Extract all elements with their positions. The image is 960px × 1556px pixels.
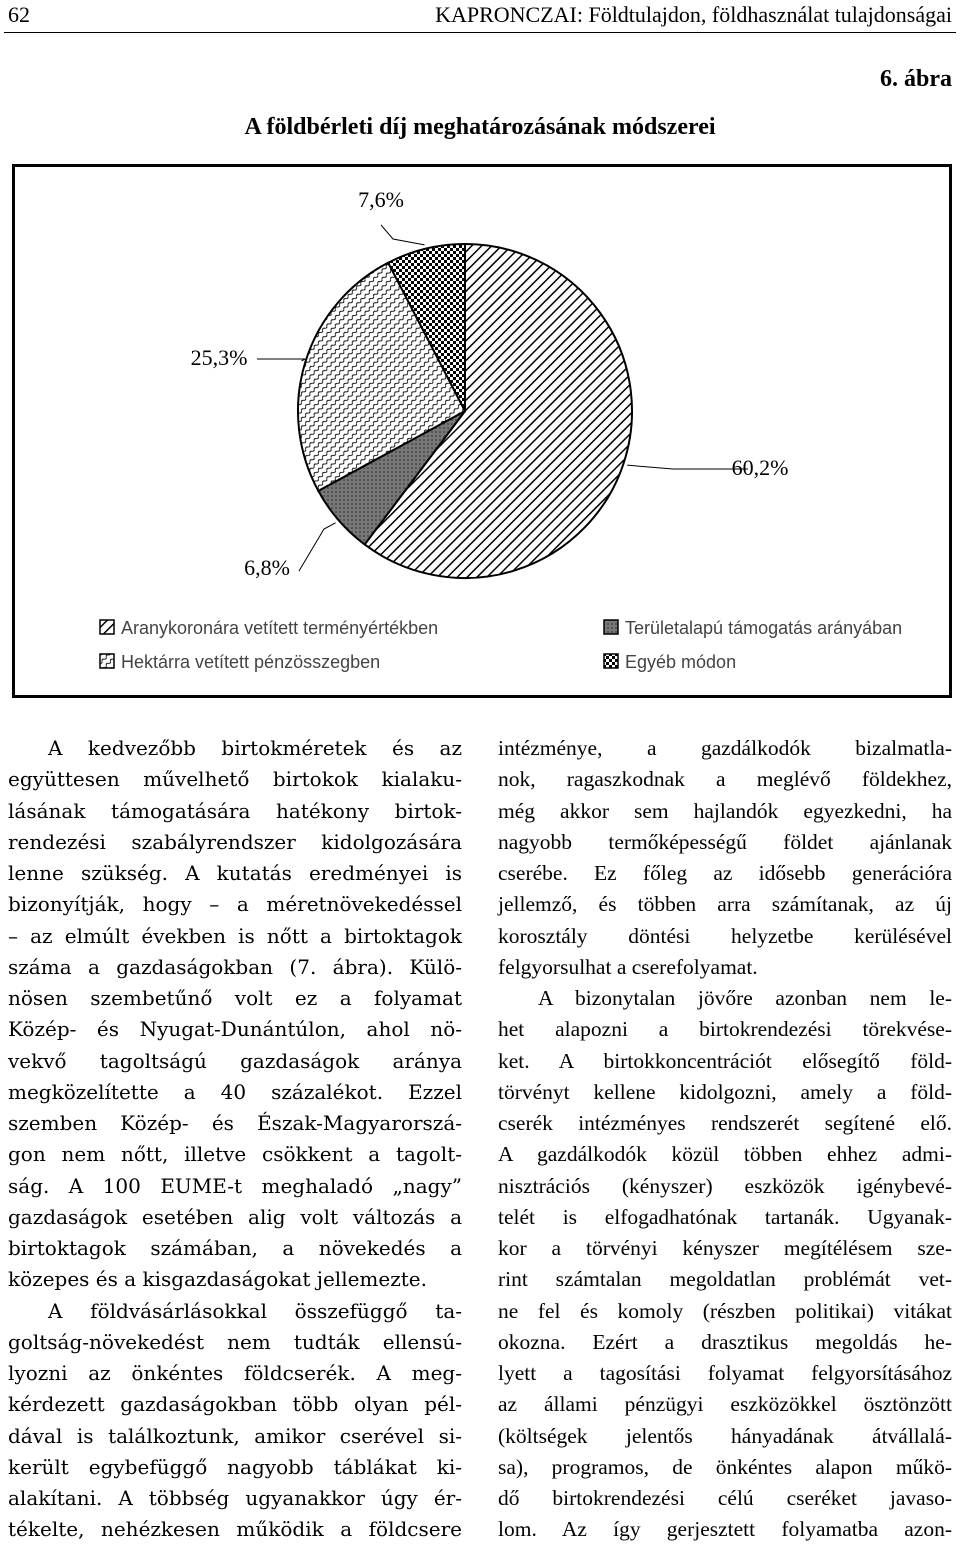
figure-title: A földbérleti díj meghatározásának módszerei [244, 114, 716, 140]
text-line: het alapozni a birtokrendezési törekvése- [498, 1017, 952, 1042]
text-line: korosztály döntési helyzetbe kerülésével [498, 923, 952, 948]
text-line: cserék intézményes rendszerét segítené elő. [498, 1111, 952, 1135]
slice-leader-line [627, 465, 748, 469]
text-line: került egybefüggő nagyobb táblákat ki- [8, 1454, 462, 1479]
text-line: száma a gazdaságokban (7. ábra). Külö- [8, 954, 462, 979]
legend-label: Hektárra vetített pénzösszegben [121, 652, 381, 672]
text-line: lenne szükség. A kutatás eredményei is [8, 861, 462, 885]
text-line: bizonyítják, hogy – a méretnövekedéssel [8, 892, 462, 917]
text-line: gazdaságok esetében alig volt változás a [8, 1204, 462, 1229]
text-line: A gazdálkodók közül többen ehhez admi- [498, 1142, 952, 1167]
legend-swatch [100, 654, 114, 668]
text-line: dő birtokrendezési célú cseréket javaso- [498, 1486, 952, 1510]
text-line: együttesen művelhető birtokok kialaku- [8, 767, 462, 792]
text-line: birtoktagok számában, a növekedés a [8, 1236, 462, 1260]
text-line: rint számtalan megoldatlan problémát vet- [498, 1267, 952, 1292]
text-line: törvényt kellene kidolgozni, amely a föld- [498, 1079, 952, 1104]
text-line: nisztrációs (kényszer) eszközök igénybevé- [498, 1173, 952, 1198]
slice-label: 6,8% [244, 555, 290, 580]
text-line: ság. A 100 EUME-t meghaladó „nagy” [8, 1173, 462, 1198]
slice-leader-line [257, 359, 305, 361]
figure-number: 6. ábra [880, 66, 952, 92]
text-line: kérdezett gazdaságokban több olyan pél- [8, 1392, 462, 1417]
text-line: megközelítette a 40 százalékot. Ezzel [8, 1079, 462, 1104]
page-number: 62 [8, 2, 30, 27]
slice-leader-line [299, 523, 336, 571]
body-column-right [498, 733, 952, 1546]
body-column-left [8, 733, 462, 1546]
text-line: (költségek jelentős hányadának átvállalá- [498, 1423, 952, 1448]
text-line: kor a törvényi kényszer megítélésem sze- [498, 1236, 952, 1260]
text-line: A földvásárlásokkal összefüggő ta- [48, 1298, 462, 1323]
text-line: intézménye, a gazdálkodók bizalmatla- [498, 736, 952, 760]
text-line: ket. A birtokkoncentrációt elősegítő föld- [498, 1048, 952, 1073]
slice-label: 7,6% [358, 187, 404, 212]
legend-label: Aranykoronára vetített terményértékben [121, 618, 439, 638]
text-line: jellemző, és többen arra számítanak, az új [498, 892, 952, 917]
text-line: lyett a tagosítási folyamat felgyorsításához [498, 1361, 952, 1385]
text-line: goltság-növekedést nem tudták ellensú- [8, 1329, 462, 1354]
text-line: közepes és a kisgazdaságokat jellemezte. [8, 1267, 428, 1292]
text-line: A bizonytalan jövőre azonban nem le- [538, 986, 952, 1010]
pie-chart-frame [12, 164, 952, 698]
text-line: tékelte, nehézkesen működik a földcsere [8, 1517, 462, 1542]
text-line: – az elmúlt években is nőtt a birtoktagok [8, 923, 462, 948]
header-rule [4, 32, 956, 33]
text-line: az állami pénzügyi eszközökkel ösztönzött [498, 1392, 952, 1417]
text-line: vekvő tagoltságú gazdaságok aránya [8, 1048, 462, 1073]
text-line: szemben Közép- és Észak-Magyarorszá- [8, 1111, 462, 1135]
text-line: alakítani. A többség ugyanakkor úgy ér- [8, 1486, 462, 1510]
text-line: rendezési szabályrendszer kidolgozására [8, 829, 462, 854]
slice-label: 60,2% [731, 455, 789, 480]
text-line: felgyorsulhat a cserefolyamat. [498, 954, 758, 979]
legend-swatch [604, 620, 618, 634]
text-line: ne fel és komoly (részben politikai) vitákat [498, 1298, 952, 1323]
text-line: nok, ragaszkodnak a meglévő földekhez, [498, 767, 952, 792]
slice-leader-line [381, 225, 425, 245]
text-line: Közép- és Nyugat-Dunántúlon, ahol nö- [8, 1017, 462, 1042]
legend-swatch [100, 620, 114, 634]
text-line: nösen szembetűnő volt ez a folyamat [8, 986, 462, 1010]
legend-label: Területalapú támogatás arányában [625, 618, 903, 638]
text-line: még akkor sem hajlandók egyezkedni, ha [498, 798, 952, 823]
text-line: cserébe. Ez főleg az idősebb generációra [498, 861, 952, 885]
legend-label: Egyéb módon [625, 652, 737, 672]
legend-swatch [604, 654, 618, 668]
text-line: lásának támogatására hatékony birtok- [8, 798, 462, 823]
text-line: okozna. Ezért a drasztikus megoldás he- [498, 1329, 952, 1354]
pie-chart [15, 167, 949, 695]
running-title: KAPRONCZAI: Földtulajdon, földhasználat tulajdonságai [435, 2, 952, 27]
slice-label: 25,3% [190, 345, 248, 370]
text-line: telét is elfogadhatónak tartanák. Ugyanak- [498, 1204, 952, 1229]
text-line: sa), programos, de önkéntes alapon műkö- [498, 1454, 952, 1479]
text-line: lom. Az így gerjesztett folyamatba azon- [498, 1517, 952, 1542]
text-line: dával is találkoztunk, amikor cserével si- [8, 1423, 462, 1448]
text-line: lyozni az önkéntes földcserék. A meg- [8, 1361, 462, 1385]
text-line: A kedvezőbb birtokméretek és az [48, 736, 462, 760]
page-header [0, 0, 960, 36]
text-line: gon nem nőtt, illetve csökkent a tagolt- [8, 1142, 462, 1167]
text-line: nagyobb termőképességű földet ajánlanak [498, 829, 952, 854]
